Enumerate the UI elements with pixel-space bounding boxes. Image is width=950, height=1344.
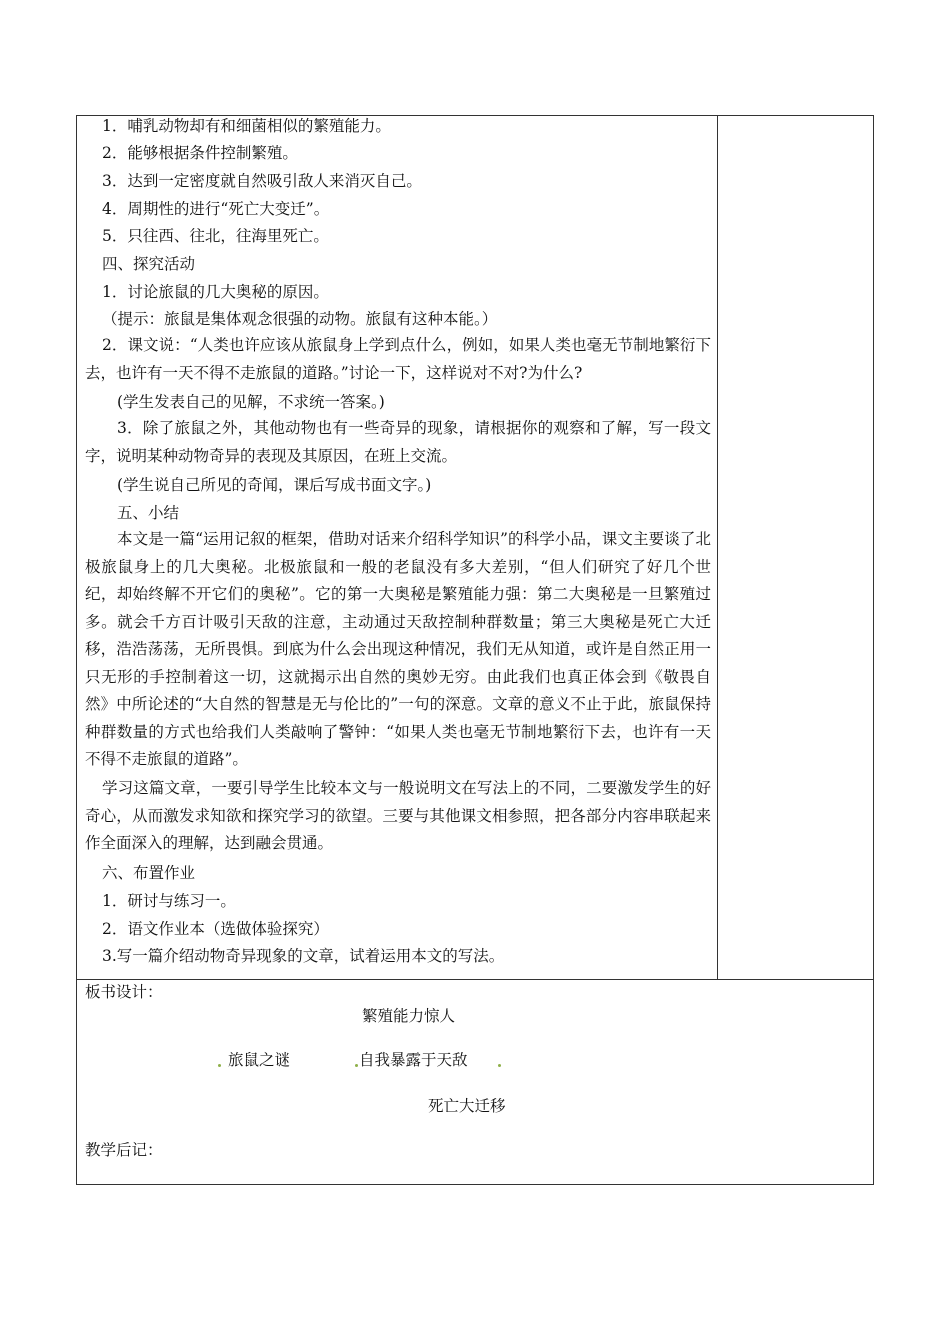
- section-heading: 六、布置作业: [102, 864, 196, 882]
- question-3: 3．除了旅鼠之外，其他动物也有一些奇异的现象，请根据你的观察和了解，写一段文字，说明某种动物奇异的表现及其原因，在班上交流。: [85, 419, 711, 465]
- list-item: 3.写一篇介绍动物奇异现象的文章，试着运用本文的写法。: [102, 947, 505, 965]
- speck: [498, 1064, 501, 1067]
- list-item: 3．达到一定密度就自然吸引敌人来消灭自己。: [102, 172, 422, 190]
- summary-paragraph: 学习这篇文章，一要引导学生比较本文与一般说明文在写法上的不同，二要激发学生的好奇心，从而激发求知欲和探究学习的欲望。三要与其他课文相参照，把各部分内容串联起来作全面深入的理解，达到融会贯通。: [85, 779, 711, 852]
- board-title: 繁殖能力惊人: [362, 1007, 456, 1025]
- list-item: 2．能够根据条件控制繁殖。: [102, 144, 298, 162]
- hint-note: （提示：旅鼠是集体观念很强的动物。旅鼠有这种本能。）: [102, 310, 498, 328]
- postscript-label: 教学后记：: [85, 1141, 163, 1159]
- list-item: 2．语文作业本（选做体验探究）: [102, 920, 329, 938]
- section-heading: 四、探究活动: [102, 255, 196, 273]
- list-item: 1．研讨与练习一。: [102, 892, 236, 910]
- question-2: 2．课文说：“人类也许应该从旅鼠身上学到点什么，例如，如果人类也毫无节制地繁衍下去，也许有一天不得不走旅鼠的道路。”讨论一下，这样说对不对?为什么?: [85, 336, 711, 382]
- list-item: 1．哺乳动物却有和细菌相似的繁殖能力。: [102, 117, 391, 135]
- section-heading: 五、小结: [117, 504, 180, 522]
- row-divider: [76, 979, 874, 980]
- board-left-item: 旅鼠之谜: [228, 1051, 291, 1069]
- list-item: 5．只往西、往北，往海里死亡。: [102, 227, 329, 245]
- question-3-note: (学生说自己所见的奇闻，课后写成书面文字。): [117, 476, 432, 494]
- list-item: 4．周期性的进行“死亡大变迁”。: [102, 200, 330, 218]
- summary-paragraph: 本文是一篇“运用记叙的框架，借助对话来介绍科学知识”的科学小品，课文主要谈了北极旅鼠身上的几大奥秘。北极旅鼠和一般的老鼠没有多大差别，“但人们研究了好几个世纪，却始终解不开它们的奥秘”。它的第一大奥秘是繁殖能力强：第二大奥秘是一旦繁殖过多。就会千方百计吸引天敌的注意，主动通过天敌控制种群数量；第三大奥秘是死亡大迁移，浩浩荡荡，无所畏惧。到底为什么会出现这种情况，我们无从知道，或许是自然正用一只无形的手控制着这一切，这就揭示出自然的奥妙无穷。由此我们也真正体会到《敬畏自然》中所论述的“大自然的智慧是无与伦比的”一句的深意。文章的意义不止于此，旅鼠保持种群数量的方式也给我们人类敲响了警钟：“如果人类也毫无节制地繁衍下去，也许有一天不得不走旅鼠的道路”。: [85, 530, 711, 768]
- board-design-label: 板书设计：: [85, 983, 163, 1001]
- question-2-note: (学生发表自己的见解，不求统一答案。): [117, 393, 385, 411]
- board-bottom-item: 死亡大迁移: [428, 1097, 506, 1115]
- board-right-item: 自我暴露于天敌: [359, 1051, 468, 1069]
- speck: [355, 1064, 358, 1067]
- list-item: 1．讨论旅鼠的几大奥秘的原因。: [102, 283, 329, 301]
- speck: [218, 1064, 221, 1067]
- column-divider: [717, 115, 718, 979]
